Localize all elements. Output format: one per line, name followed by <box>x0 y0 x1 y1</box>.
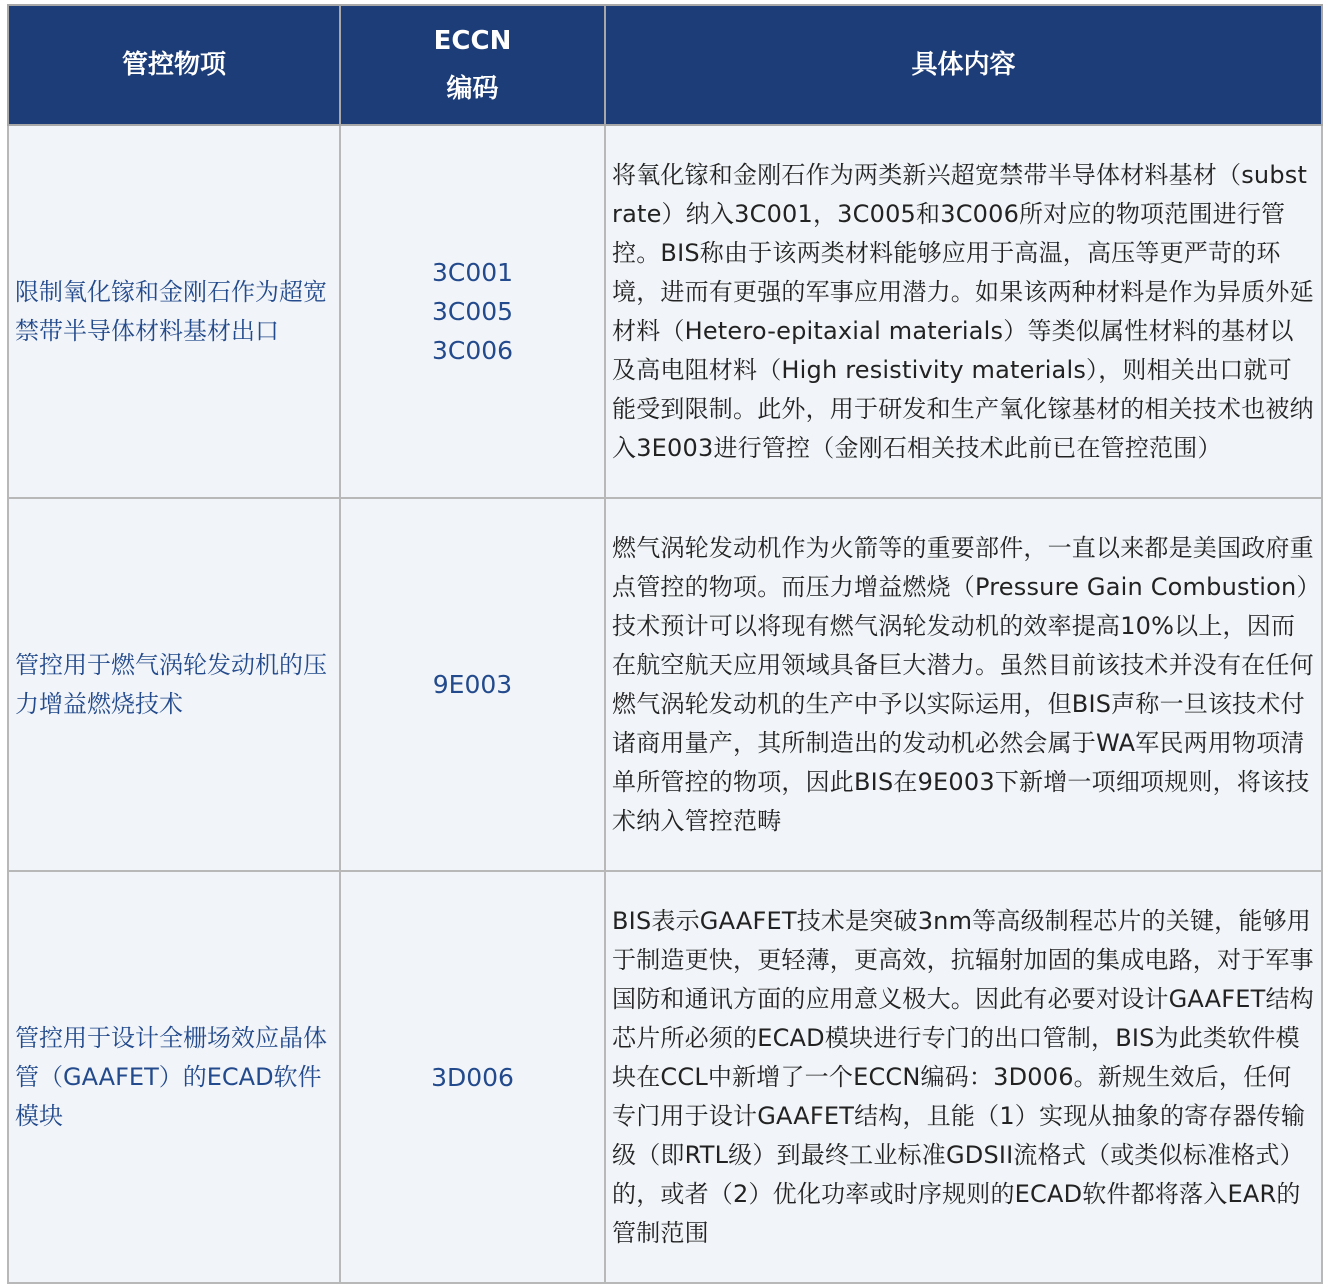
table-row <box>8 871 1322 1283</box>
export-control-table <box>7 4 1323 1284</box>
header-eccn-line2: 编码 <box>446 74 499 104</box>
row-content-cell: 将氧化镓和金刚石作为两类新兴超宽禁带半导体材料基材（substrate）纳入3C001，3C005和3C006所对应的物项范围进行管控。BIS称由于该两类材料能够应用于高温，高压等更严苛的环境，进而有更强的军事应用潜力。如果该两种材料是作为异质外延材料（Hetero-epitaxial materials）等类似属性材料的基材以及高电阻材料（High resistivity materials），则相关出口就可能受到限制。此外，用于研发和生产氧化镓基材的相关技术也被纳入3E003进行管控（金刚石相关技术此前已在管控范围） <box>605 125 1322 498</box>
row-content-cell: 燃气涡轮发动机作为火箭等的重要部件，一直以来都是美国政府重点管控的物项。而压力增益燃烧（Pressure Gain Combustion）技术预计可以将现有燃气涡轮发动机的效率提高10%以上，因而在航空航天应用领域具备巨大潜力。虽然目前该技术并没有在任何燃气涡轮发动机的生产中予以实际运用，但BIS声称一旦该技术付诸商用量产，其所制造出的发动机必然会属于WA军民两用物项清单所管控的物项，因此BIS在9E003下新增一项细项规则，将该技术纳入管控范畴 <box>605 498 1322 871</box>
row-code-cell <box>340 871 605 1283</box>
row-item-cell: 管控用于燃气涡轮发动机的压力增益燃烧技术 <box>8 498 340 871</box>
eccn-code: 3C001 <box>431 258 514 287</box>
eccn-code: 3C006 <box>431 336 514 365</box>
row-item-cell: 限制氧化镓和金刚石作为超宽禁带半导体材料基材出口 <box>8 125 340 498</box>
table-header <box>8 5 1322 125</box>
header-eccn <box>340 5 605 125</box>
header-eccn-line1: ECCN <box>433 26 512 56</box>
table-body <box>8 125 1322 1283</box>
row-item-cell: 管控用于设计全栅场效应晶体管（GAAFET）的ECAD软件模块 <box>8 871 340 1283</box>
eccn-code: 9E003 <box>432 670 513 699</box>
eccn-code: 3C005 <box>431 297 514 326</box>
eccn-code: 3D006 <box>431 1062 514 1092</box>
header-content: 具体内容 <box>605 5 1322 125</box>
row-code-cell <box>340 125 605 498</box>
table-row <box>8 125 1322 498</box>
row-content-cell: BIS表示GAAFET技术是突破3nm等高级制程芯片的关键，能够用于制造更快，更轻薄，更高效，抗辐射加固的集成电路，对于军事国防和通讯方面的应用意义极大。因此有必要对设计GAAFET结构芯片所必须的ECAD模块进行专门的出口管制，BIS为此类软件模块在CCL中新增了一个ECCN编码：3D006。新规生效后，任何专门用于设计GAAFET结构，且能（1）实现从抽象的寄存器传输级（即RTL级）到最终工业标准GDSII流格式（或类似标准格式）的，或者（2）优化功率或时序规则的ECAD软件都将落入EAR的管制范围 <box>605 871 1322 1283</box>
header-item: 管控物项 <box>8 5 340 125</box>
table-row <box>8 498 1322 871</box>
row-code-cell <box>340 498 605 871</box>
header-row <box>8 5 1322 125</box>
